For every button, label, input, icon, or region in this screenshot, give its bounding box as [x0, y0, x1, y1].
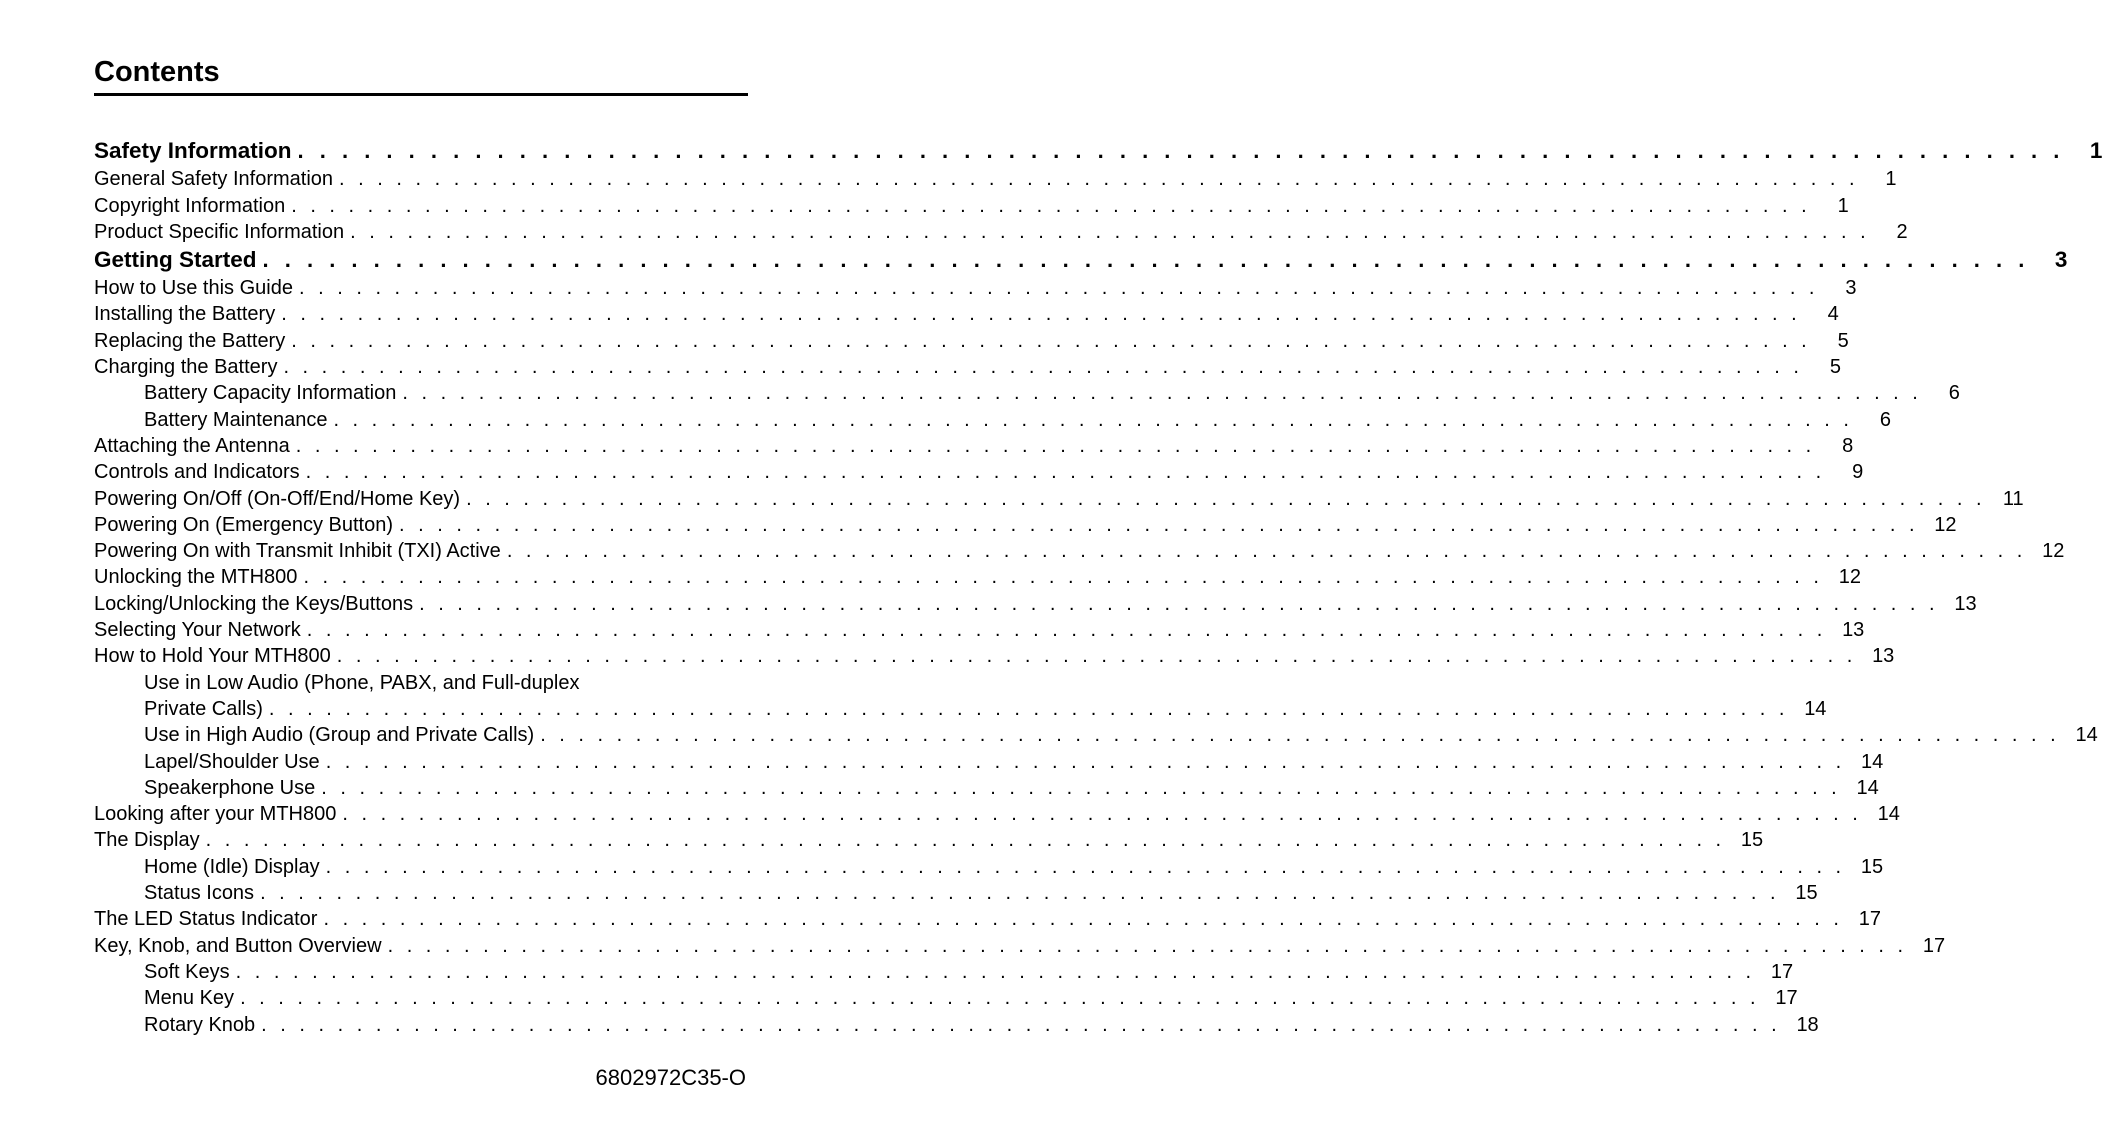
- dot-leader: . . . . . . . . . . . . . . . . . . . . . . . . . . . . . . . . . . . . . . . . . . . . . . . . . . . . . . . . . . . . . . . . . . . . . . . . . . . . . . . .: [262, 246, 2030, 272]
- toc-entry[interactable]: [94, 512, 1957, 538]
- toc-entry-title: Locking/Unlocking the Keys/Buttons: [94, 592, 414, 615]
- toc-entry-title: Installing the Battery: [94, 303, 276, 326]
- toc-entry-title: Getting Started: [94, 246, 257, 272]
- dot-leader: . . . . . . . . . . . . . . . . . . . . . . . . . . . . . . . . . . . . . . . . . . . . . . . . . . . . . . . . . . . . . . . . . . . . . . . . . . . . . . . .: [240, 987, 1760, 1010]
- dot-leader: . . . . . . . . . . . . . . . . . . . . . . . . . . . . . . . . . . . . . . . . . . . . . . . . . . . . . . . . . . . . . . . . . . . . . . . . . . . . . . . .: [303, 566, 1823, 589]
- toc-page-number: 4: [1827, 303, 1839, 326]
- dot-leader: . . . . . . . . . . . . . . . . . . . . . . . . . . . . . . . . . . . . . . . . . . . . . . . . . . . . . . . . . . . . . . . . . . . . . . . . . . . . . . . .: [387, 934, 1908, 957]
- toc-page-number: 11: [2002, 487, 2024, 510]
- toc-page-number: 15: [1795, 882, 1818, 905]
- toc-page-number: 5: [1829, 356, 1841, 379]
- toc-entry-title: Looking after your MTH800: [94, 803, 337, 826]
- toc-page-number: 2: [1896, 220, 1908, 243]
- dot-leader: . . . . . . . . . . . . . . . . . . . . . . . . . . . . . . . . . . . . . . . . . . . . . . . . . . . . . . . . . . . . . . . . . . . . . . . . . . . . . . . .: [298, 277, 1819, 300]
- toc-page-number: 12: [1934, 513, 1957, 536]
- toc-entry-title: Powering On with Transmit Inhibit (TXI) Active: [94, 540, 501, 563]
- dot-leader: . . . . . . . . . . . . . . . . . . . . . . . . . . . . . . . . . . . . . . . . . . . . . . . . . . . . . . . . . . . . . . . . . . . . . . . . . . . . . . . .: [333, 408, 1853, 431]
- toc-page-number: 15: [1860, 855, 1884, 878]
- toc-entry-title: Powering On (Emergency Button): [94, 513, 394, 536]
- toc-entry[interactable]: [94, 192, 1849, 218]
- toc-entry-title: General Safety Information: [94, 168, 334, 191]
- toc-entry[interactable]: [94, 722, 2098, 748]
- toc-entry-title: Speakerphone Use: [144, 776, 316, 799]
- toc-entry-title: Unlocking the MTH800: [94, 566, 298, 589]
- dot-leader: . . . . . . . . . . . . . . . . . . . . . . . . . . . . . . . . . . . . . . . . . . . . . . . . . . . . . . . . . . . . . . . . . . . . . . . . . . . . . . . .: [281, 303, 1801, 326]
- toc-entry-title: Powering On/Off (On-Off/End/Home Key): [94, 487, 461, 510]
- toc-entry-title: Menu Key: [144, 987, 235, 1010]
- dot-leader: . . . . . . . . . . . . . . . . . . . . . . . . . . . . . . . . . . . . . . . . . . . . . . . . . . . . . . . . . . . . . . . . . . . . . . . . . . . . . . . .: [291, 329, 1811, 352]
- page-title: Contents: [94, 56, 220, 88]
- toc-entry-title: The Display: [94, 829, 200, 852]
- toc-entry[interactable]: [94, 932, 1946, 958]
- dot-leader: . . . . . . . . . . . . . . . . . . . . . . . . . . . . . . . . . . . . . . . . . . . . . . . . . . . . . . . . . . . . . . . . . . . . . . . . . . . . . . . .: [466, 487, 1986, 510]
- toc-entry[interactable]: [94, 564, 1861, 590]
- toc-entry[interactable]: [94, 985, 1798, 1011]
- toc-entry[interactable]: [94, 590, 1977, 616]
- toc-entry[interactable]: [94, 1011, 1819, 1037]
- dot-leader: . . . . . . . . . . . . . . . . . . . . . . . . . . . . . . . . . . . . . . . . . . . . . . . . . . . . . . . . . . . . . . . . . . . . . . . . . . . . . . . .: [350, 220, 1870, 243]
- dot-leader: . . . . . . . . . . . . . . . . . . . . . . . . . . . . . . . . . . . . . . . . . . . . . . . . . . . . . . . . . . . . . . . . . . . . . . . . . . . . . . . .: [402, 382, 1922, 405]
- document-number: 6802972C35-O: [595, 1065, 746, 1090]
- toc-page-number: 13: [1872, 645, 1895, 668]
- toc-page-number: 1: [1837, 194, 1849, 217]
- toc-entry[interactable]: [94, 880, 1818, 906]
- toc-entry-title: Key, Knob, and Button Overview: [94, 934, 382, 957]
- dot-leader: . . . . . . . . . . . . . . . . . . . . . . . . . . . . . . . . . . . . . . . . . . . . . . . . . . . . . . . . . . . . . . . . . . . . . . . . . . . . . . . .: [321, 776, 1841, 799]
- table-of-contents: [94, 136, 2102, 1038]
- toc-entry[interactable]: [94, 617, 1865, 643]
- toc-entry[interactable]: [94, 538, 2065, 564]
- dot-leader: . . . . . . . . . . . . . . . . . . . . . . . . . . . . . . . . . . . . . . . . . . . . . . . . . . . . . . . . . . . . . . . . . . . . . . . . . . . . . . . .: [506, 540, 2027, 563]
- dot-leader: . . . . . . . . . . . . . . . . . . . . . . . . . . . . . . . . . . . . . . . . . . . . . . . . . . . . . . . . . . . . . . . . . . . . . . . . . . . . . . . .: [306, 619, 1827, 642]
- toc-entry-title: Copyright Information: [94, 194, 286, 217]
- toc-page-number: 6: [1879, 408, 1891, 431]
- toc-entry-title: Battery Maintenance: [144, 408, 328, 431]
- toc-entry-title: Soft Keys: [144, 960, 230, 983]
- toc-entry-title: Lapel/Shoulder Use: [144, 750, 320, 773]
- toc-entry-title: Selecting Your Network: [94, 619, 301, 642]
- toc-entry[interactable]: [94, 406, 1891, 432]
- dot-leader: . . . . . . . . . . . . . . . . . . . . . . . . . . . . . . . . . . . . . . . . . . . . . . . . . . . . . . . . . . . . . . . . . . . . . . . . . . . . . . . .: [283, 356, 1803, 379]
- toc-page-number: 3: [1845, 277, 1857, 300]
- toc-page-number: 17: [1775, 987, 1798, 1010]
- toc-section-heading[interactable]: [94, 136, 2102, 166]
- toc-entry-title: Battery Capacity Information: [144, 382, 397, 405]
- toc-page-number: 17: [1770, 960, 1794, 983]
- toc-page-number: 1: [1885, 168, 1897, 191]
- toc-page-number: 18: [1796, 1013, 1819, 1036]
- toc-entry[interactable]: [94, 906, 1881, 932]
- dot-leader: . . . . . . . . . . . . . . . . . . . . . . . . . . . . . . . . . . . . . . . . . . . . . . . . . . . . . . . . . . . . . . . . . . . . . . . . . . . . . . . .: [540, 724, 2060, 747]
- toc-entry-title: Home (Idle) Display: [144, 855, 320, 878]
- title-divider: [94, 93, 748, 96]
- toc-entry[interactable]: [94, 354, 1841, 380]
- toc-entry[interactable]: [94, 219, 1908, 245]
- toc-entry-title: Use in Low Audio (Phone, PABX, and Full-duplex: [144, 671, 580, 694]
- toc-entry-title: Status Icons: [144, 882, 255, 905]
- toc-entry-title: Product Specific Information: [94, 220, 345, 243]
- toc-page-number: 5: [1837, 329, 1849, 352]
- dot-leader: . . . . . . . . . . . . . . . . . . . . . . . . . . . . . . . . . . . . . . . . . . . . . . . . . . . . . . . . . . . . . . . . . . . . . . . . . . . . . . . .: [205, 829, 1726, 852]
- dot-leader: . . . . . . . . . . . . . . . . . . . . . . . . . . . . . . . . . . . . . . . . . . . . . . . . . . . . . . . . . . . . . . . . . . . . . . . . . . . . . . . .: [419, 592, 1939, 615]
- toc-entry-title: Rotary Knob: [144, 1013, 256, 1036]
- dot-leader: . . . . . . . . . . . . . . . . . . . . . . . . . . . . . . . . . . . . . . . . . . . . . . . . . . . . . . . . . . . . . . . . . . . . . . . . . . . . . . . .: [399, 513, 1919, 536]
- toc-page-number: 3: [2054, 246, 2068, 272]
- toc-page-number: 13: [1842, 619, 1865, 642]
- toc-entry[interactable]: [94, 166, 1897, 192]
- toc-page-number: 15: [1740, 829, 1764, 852]
- dot-leader: . . . . . . . . . . . . . . . . . . . . . . . . . . . . . . . . . . . . . . . . . . . . . . . . . . . . . . . . . . . . . . . . . . . . . . . . . . . . . . . .: [297, 138, 2065, 163]
- toc-page-number: 14: [2075, 724, 2098, 747]
- toc-page-number: 12: [2042, 540, 2065, 563]
- toc-entry[interactable]: [94, 669, 748, 695]
- toc-page-number: 17: [1858, 908, 1881, 931]
- toc-page-number: 1: [2089, 138, 2102, 163]
- dot-leader: . . . . . . . . . . . . . . . . . . . . . . . . . . . . . . . . . . . . . . . . . . . . . . . . . . . . . . . . . . . . . . . . . . . . . . . . . . . . . . . .: [339, 168, 1859, 191]
- toc-entry[interactable]: [94, 485, 2024, 511]
- toc-page-number: 14: [1804, 697, 1827, 720]
- toc-entry[interactable]: [94, 275, 1857, 301]
- toc-entry[interactable]: [94, 775, 1879, 801]
- toc-entry-title: How to Use this Guide: [94, 277, 293, 300]
- toc-page-number: 14: [1877, 803, 1900, 826]
- toc-entry[interactable]: [94, 696, 1827, 722]
- dot-leader: . . . . . . . . . . . . . . . . . . . . . . . . . . . . . . . . . . . . . . . . . . . . . . . . . . . . . . . . . . . . . . . . . . . . . . . . . . . . . . . .: [336, 645, 1857, 668]
- toc-entry-title: How to Hold Your MTH800: [94, 645, 331, 668]
- dot-leader: . . . . . . . . . . . . . . . . . . . . . . . . . . . . . . . . . . . . . . . . . . . . . . . . . . . . . . . . . . . . . . . . . . . . . . . . . . . . . . . .: [305, 461, 1826, 484]
- toc-entry-title: Use in High Audio (Group and Private Calls): [144, 724, 535, 747]
- dot-leader: . . . . . . . . . . . . . . . . . . . . . . . . . . . . . . . . . . . . . . . . . . . . . . . . . . . . . . . . . . . . . . . . . . . . . . . . . . . . . . . .: [235, 960, 1756, 983]
- dot-leader: . . . . . . . . . . . . . . . . . . . . . . . . . . . . . . . . . . . . . . . . . . . . . . . . . . . . . . . . . . . . . . . . . . . . . . . . . . . . . . . .: [261, 1013, 1781, 1036]
- toc-page-number: 8: [1842, 434, 1854, 457]
- toc-page-number: 9: [1852, 461, 1864, 484]
- toc-entry[interactable]: [94, 748, 1884, 774]
- toc-entry[interactable]: [94, 380, 1960, 406]
- dot-leader: . . . . . . . . . . . . . . . . . . . . . . . . . . . . . . . . . . . . . . . . . . . . . . . . . . . . . . . . . . . . . . . . . . . . . . . . . . . . . . . .: [260, 882, 1780, 905]
- toc-entry[interactable]: [94, 459, 1864, 485]
- toc-entry[interactable]: [94, 827, 1764, 853]
- toc-section-heading[interactable]: [94, 245, 2068, 275]
- dot-leader: . . . . . . . . . . . . . . . . . . . . . . . . . . . . . . . . . . . . . . . . . . . . . . . . . . . . . . . . . . . . . . . . . . . . . . . . . . . . . . . .: [325, 750, 1846, 773]
- toc-entry[interactable]: [94, 433, 1854, 459]
- dot-leader: . . . . . . . . . . . . . . . . . . . . . . . . . . . . . . . . . . . . . . . . . . . . . . . . . . . . . . . . . . . . . . . . . . . . . . . . . . . . . . . .: [268, 697, 1789, 720]
- toc-page-number: 17: [1922, 934, 1946, 957]
- toc-entry[interactable]: [94, 327, 1849, 353]
- toc-entry-title: Replacing the Battery: [94, 329, 286, 352]
- dot-leader: . . . . . . . . . . . . . . . . . . . . . . . . . . . . . . . . . . . . . . . . . . . . . . . . . . . . . . . . . . . . . . . . . . . . . . . . . . . . . . . .: [295, 434, 1816, 457]
- toc-entry-title: Safety Information: [94, 138, 292, 163]
- dot-leader: . . . . . . . . . . . . . . . . . . . . . . . . . . . . . . . . . . . . . . . . . . . . . . . . . . . . . . . . . . . . . . . . . . . . . . . . . . . . . . . .: [342, 803, 1862, 826]
- toc-entry[interactable]: [94, 959, 1794, 985]
- toc-entry[interactable]: [94, 643, 1895, 669]
- toc-entry[interactable]: [94, 301, 1839, 327]
- toc-page-number: 14: [1860, 750, 1884, 773]
- toc-page-number: 6: [1948, 382, 1960, 405]
- toc-page-number: 13: [1954, 592, 1977, 615]
- toc-entry-title: Private Calls): [144, 697, 263, 720]
- dot-leader: . . . . . . . . . . . . . . . . . . . . . . . . . . . . . . . . . . . . . . . . . . . . . . . . . . . . . . . . . . . . . . . . . . . . . . . . . . . . . . . .: [291, 194, 1811, 217]
- dot-leader: . . . . . . . . . . . . . . . . . . . . . . . . . . . . . . . . . . . . . . . . . . . . . . . . . . . . . . . . . . . . . . . . . . . . . . . . . . . . . . . .: [323, 908, 1843, 931]
- toc-entry[interactable]: [94, 853, 1884, 879]
- toc-entry-title: The LED Status Indicator: [94, 908, 318, 931]
- toc-entry-title: Charging the Battery: [94, 356, 278, 379]
- toc-entry-title: Attaching the Antenna: [94, 434, 290, 457]
- toc-entry[interactable]: [94, 801, 1900, 827]
- toc-page-number: 12: [1838, 566, 1861, 589]
- dot-leader: . . . . . . . . . . . . . . . . . . . . . . . . . . . . . . . . . . . . . . . . . . . . . . . . . . . . . . . . . . . . . . . . . . . . . . . . . . . . . . . .: [325, 855, 1846, 878]
- toc-entry-title: Controls and Indicators: [94, 461, 300, 484]
- toc-page-number: 14: [1856, 776, 1879, 799]
